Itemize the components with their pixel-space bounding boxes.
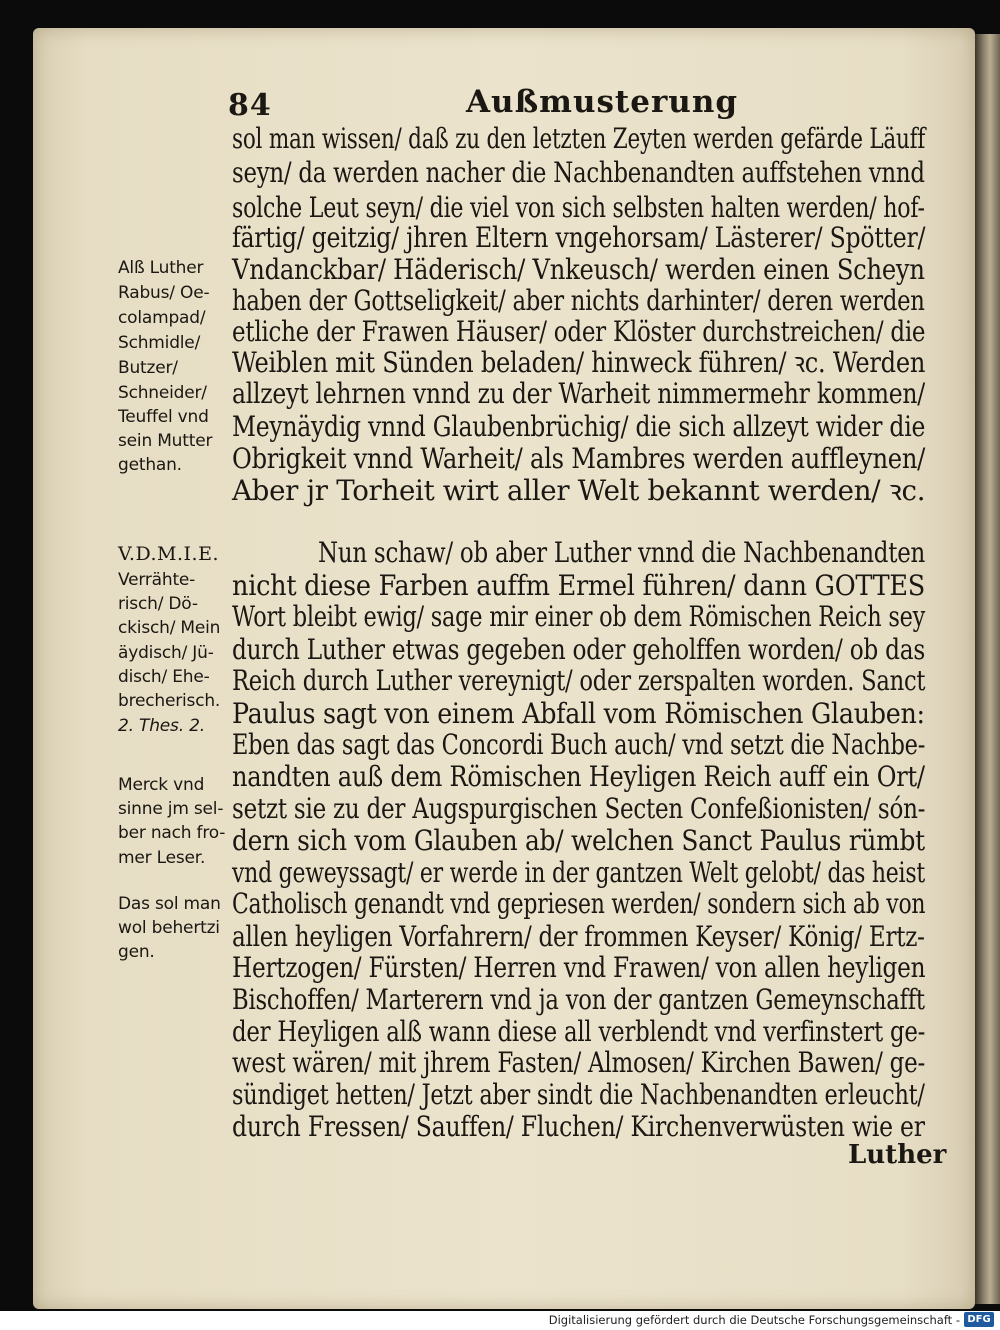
body-line: etliche der Frawen Häuser/ oder Klöster durchstreichen/ die	[232, 315, 926, 348]
body-line: west wären/ mit jhrem Fasten/ Almosen/ Kirchen Bawen/ ge-	[232, 1046, 925, 1079]
page-number: 84	[228, 88, 272, 123]
footer-bar	[0, 1311, 1000, 1330]
page-edge	[975, 34, 1000, 1304]
body-line: Reich durch Luther vereynigt/ oder zerspalten worden. Sanct	[232, 664, 926, 697]
body-line: durch Fressen/ Sauffen/ Fluchen/ Kirchenverwüsten wie er	[232, 1110, 925, 1143]
margin-note: Rabus/ Oe-	[118, 283, 210, 303]
body-line: der Heyligen alß wann diese all verblendt vnd verfinstert ge-	[232, 1015, 926, 1048]
margin-note: Alß Luther	[118, 258, 204, 278]
body-line: Wort bleibt ewig/ sage mir einer ob dem Römischen Reich sey	[232, 600, 926, 633]
margin-note: gethan.	[118, 455, 182, 475]
margin-note: disch/ Ehe-	[118, 667, 210, 687]
margin-note: brecherisch.	[118, 691, 221, 711]
body-line: Eben das sagt das Concordi Buch auch/ vnd setzt die Nachbe-	[232, 728, 926, 761]
margin-note: sinne jm sel-	[118, 799, 224, 819]
body-line: sol man wissen/ daß zu den letzten Zeyten werden gefärde Läuff	[232, 122, 926, 155]
margin-note: colampad/	[118, 308, 206, 328]
body-line: Hertzogen/ Fürsten/ Herren vnd Frawen/ von allen heyligen	[232, 951, 926, 984]
body-line: nicht diese Farben auffm Ermel führen/ dann GOTTES	[232, 569, 926, 602]
margin-note: risch/ Dö-	[118, 594, 198, 614]
body-line: seyn/ da werden nacher die Nachbenandten auffstehen vnnd	[232, 156, 925, 189]
body-line: Weiblen mit Sünden beladen/ hinweck führen/ ꝛc. Werden	[232, 346, 926, 379]
body-line: Catholisch genandt vnd gepriesen werden/ sondern sich ab von	[232, 887, 926, 920]
body-line: Paulus sagt von einem Abfall vom Römischen Glauben:	[232, 697, 925, 730]
margin-note: Teuffel vnd	[118, 407, 209, 427]
margin-note: wol behertzi	[118, 918, 220, 938]
margin-note: Schneider/	[118, 383, 207, 403]
body-line: Obrigkeit vnnd Warheit/ als Mambres werden auffleynen/	[232, 442, 926, 475]
margin-note: sein Mutter	[118, 431, 213, 451]
body-line: dern sich vom Glauben ab/ welchen Sanct Paulus rümbt	[232, 824, 925, 857]
body-line: Meynäydig vnnd Glaubenbrüchig/ die sich allzeyt wider die	[232, 410, 926, 443]
running-head: Außmusterung	[466, 84, 739, 120]
body-line: Vndanckbar/ Häderisch/ Vnkeusch/ werden einen Scheyn	[232, 253, 925, 286]
body-line: Aber jr Torheit wirt aller Welt bekannt werden/ ꝛc.	[232, 474, 926, 507]
margin-note: V.D.M.I.E.	[118, 543, 219, 565]
margin-note: mer Leser.	[118, 848, 206, 868]
body-line: setzt sie zu der Augspurgischen Secten Confeßionisten/ són-	[232, 792, 926, 825]
margin-note: ckisch/ Mein	[118, 618, 221, 638]
body-line: haben der Gottseligkeit/ aber nichts darhinter/ deren werden	[232, 284, 925, 317]
margin-note: äydisch/ Jü-	[118, 643, 214, 663]
body-line: vnd geweyssagt/ er werde in der gantzen Welt gelobt/ das heist	[232, 856, 925, 889]
margin-note: Butzer/	[118, 358, 178, 378]
margin-note: Das sol man	[118, 894, 221, 914]
margin-note: Schmidle/	[118, 333, 201, 353]
body-line: solche Leut seyn/ die viel von sich selbsten halten werden/ hof-	[232, 191, 925, 224]
body-line: nandten auß dem Römischen Heyligen Reich auff ein Ort/	[232, 760, 925, 793]
margin-note: ber nach fro-	[118, 823, 226, 843]
body-line: allzeyt lehrnen vnnd zu der Warheit nimmermehr kommen/	[232, 377, 925, 410]
margin-note: gen.	[118, 942, 155, 962]
body-line: durch Luther etwas gegeben oder geholffen worden/ ob das	[232, 633, 926, 666]
body-line: Bischoffen/ Marterern vnd ja von der gantzen Gemeynschafft	[232, 983, 925, 1016]
catchword: Luther	[848, 1140, 947, 1170]
margin-note: 2. Thes. 2.	[118, 716, 205, 736]
margin-note: Verrähte-	[118, 570, 196, 590]
paragraph-start-line: Nun schaw/ ob aber Luther vnnd die Nachbenandten	[318, 536, 926, 569]
margin-note: Merck vnd	[118, 775, 205, 795]
body-line: allen heyligen Vorfahrern/ der frommen Keyser/ König/ Ertz-	[232, 920, 925, 953]
body-line: sündiget hetten/ Jetzt aber sindt die Nachbenandten erleucht/	[232, 1078, 925, 1111]
dfg-logo-icon: DFG	[964, 1312, 994, 1327]
digitization-credit: Digitalisierung gefördert durch die Deutsche Forschungsgemeinschaft -	[548, 1313, 960, 1327]
body-line: färtig/ geitzig/ jhren Eltern vngehorsam/ Lästerer/ Spötter/	[232, 221, 926, 254]
